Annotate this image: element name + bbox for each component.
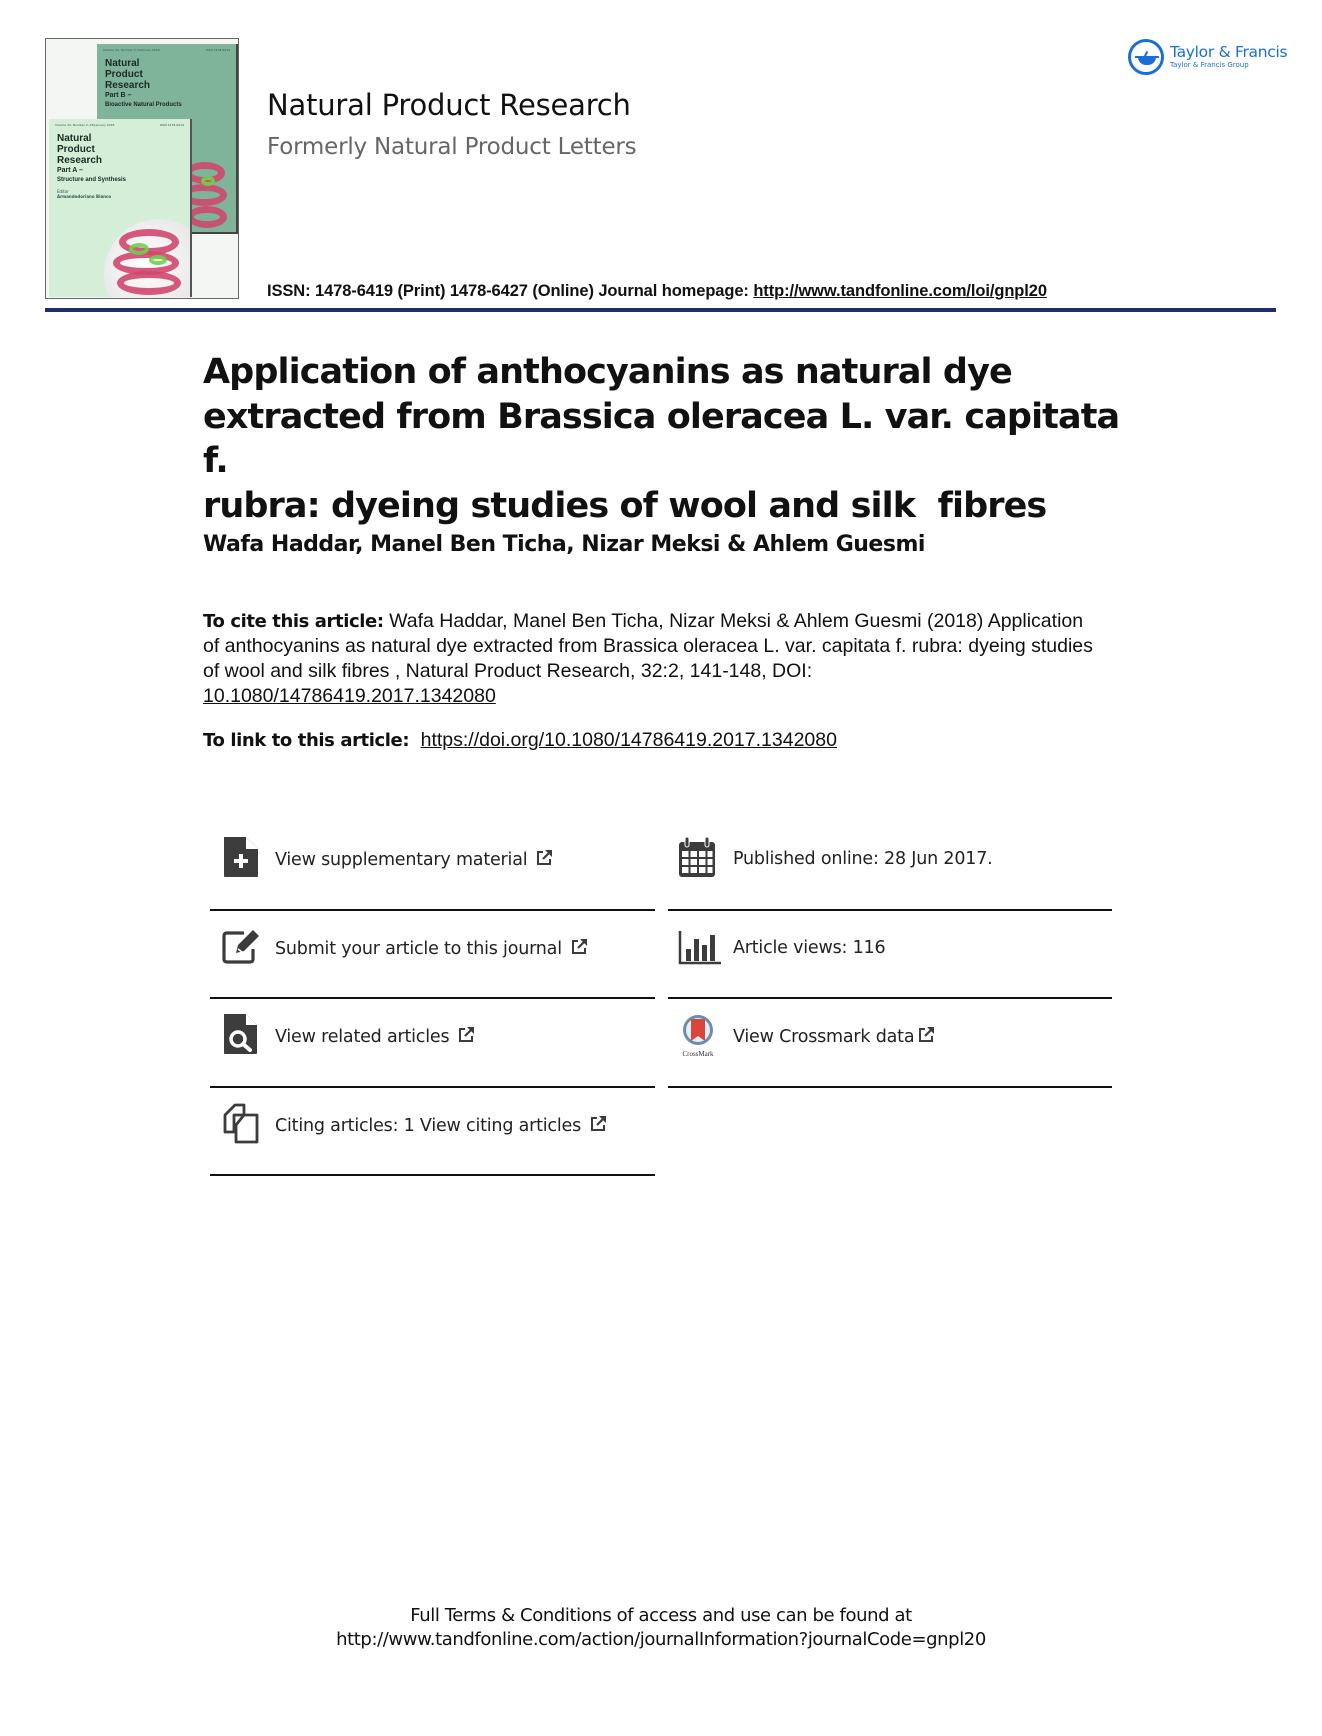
calendar-icon xyxy=(678,836,716,878)
external-link-icon xyxy=(917,1026,935,1044)
cover-b-title: Natural Product Research xyxy=(105,58,151,91)
article-links-right xyxy=(668,822,1112,1088)
cover-a-meta: Volume 32, Number 2, 28 January 2018 xyxy=(55,123,115,127)
cover-a-editor-label: Editor xyxy=(57,189,69,194)
edit-icon xyxy=(222,925,260,967)
file-plus-icon xyxy=(222,836,260,878)
view-crossmark-link[interactable] xyxy=(668,999,1112,1088)
external-link-icon xyxy=(589,1115,607,1133)
crossmark-label: View Crossmark data xyxy=(733,1027,915,1047)
publisher-name: Taylor & Francis xyxy=(1170,43,1288,61)
article-views-label: Article views: 116 xyxy=(733,937,886,958)
crossmark-icon xyxy=(676,1013,720,1059)
citation-block xyxy=(203,609,1103,709)
issn-text: ISSN: 1478-6419 (Print) 1478-6427 (Online) Journal homepage: xyxy=(267,282,754,300)
submit-article-link[interactable] xyxy=(210,911,655,1000)
helix-graphic xyxy=(187,206,227,228)
view-related-articles-link[interactable] xyxy=(210,999,655,1088)
terms-footer xyxy=(0,1604,1322,1652)
cover-b-subtitle: Bioactive Natural Products xyxy=(105,102,182,108)
publisher-group: Taylor & Francis Group xyxy=(1170,61,1249,69)
related-articles-label: View related articles xyxy=(275,1027,450,1047)
cover-a-editor: Armandodoriano Bianco xyxy=(57,194,112,199)
oil-lamp-icon xyxy=(1128,39,1164,75)
submit-article-label: Submit your article to this journal xyxy=(275,938,562,959)
molecule-graphic xyxy=(129,243,149,255)
cover-b-meta: Volume 32, Number 2, February 2018 xyxy=(103,48,160,52)
published-online-label: Published online: 28 Jun 2017. xyxy=(733,849,993,869)
journal-title: Natural Product Research xyxy=(267,88,631,122)
citing-articles-link[interactable] xyxy=(210,1088,655,1177)
article-doi-link[interactable]: https://doi.org/10.1080/14786419.2017.1342080 xyxy=(420,729,837,751)
view-supplementary-material-link[interactable] xyxy=(210,822,655,911)
molecule-graphic xyxy=(149,255,167,265)
molecule-graphic xyxy=(201,176,215,186)
cover-a-part: Part A – xyxy=(57,167,83,174)
cover-a-subtitle: Structure and Synthesis xyxy=(57,177,127,183)
journal-homepage-link[interactable]: http://www.tandfonline.com/loi/gnpl20 xyxy=(753,282,1047,300)
published-online-info xyxy=(668,822,1112,911)
terms-text: Full Terms & Conditions of access and use can be found at xyxy=(410,1605,912,1626)
article-link-line xyxy=(203,729,837,752)
supplementary-label: View supplementary material xyxy=(275,850,528,870)
article-link-label: To link to this article: xyxy=(203,730,410,751)
article-title-line: rubra: dyeing studies of wool and silk fibres xyxy=(203,485,1047,526)
external-link-icon xyxy=(535,849,553,867)
journal-cover-image xyxy=(45,38,239,299)
cover-a-title: Natural Product Research xyxy=(57,133,103,166)
terms-url[interactable]: http://www.tandfonline.com/action/journalInformation?journalCode=gnpl20 xyxy=(336,1629,986,1650)
publisher-logo xyxy=(1128,39,1287,75)
article-title xyxy=(203,350,1133,528)
cover-b-part: Part B – xyxy=(105,92,132,99)
external-link-icon xyxy=(570,938,588,956)
article-links-left xyxy=(210,822,655,1176)
citing-articles-label: Citing articles: 1 View citing articles xyxy=(275,1115,582,1136)
article-title-line: Application of anthocyanins as natural dye xyxy=(203,352,1012,392)
article-views-info xyxy=(668,911,1112,1000)
journal-subtitle: Formerly Natural Product Letters xyxy=(267,134,637,160)
citation-text: Wafa Haddar, Manel Ben Ticha, Nizar Meksi & Ahlem Guesmi (2018) Application of anthocyanins as natural dye extracted from Brassica oleracea L. var. capitata f. rubra: dyeing studies of wool and silk fibres , Natural Product Research, 32:2, 141-148, DOI: xyxy=(203,610,1093,682)
article-authors: Wafa Haddar, Manel Ben Ticha, Nizar Meksi & Ahlem Guesmi xyxy=(203,532,925,557)
helix-graphic xyxy=(117,271,181,295)
svg-text:CrossMark: CrossMark xyxy=(682,1050,714,1058)
external-link-icon xyxy=(457,1026,475,1044)
cover-a-issn: ISSN 1478-6419 xyxy=(159,123,184,127)
citation-label: To cite this article: xyxy=(203,611,384,632)
article-title-line: extracted from Brassica oleracea L. var. capitata f. xyxy=(203,396,1131,481)
copy-files-icon xyxy=(222,1102,260,1144)
header-divider xyxy=(45,308,1276,312)
file-search-icon xyxy=(222,1013,260,1055)
bar-chart-icon xyxy=(678,925,722,967)
citation-doi-link[interactable]: 10.1080/14786419.2017.1342080 xyxy=(203,685,496,707)
cover-b-issn: ISSN 1478-6419 xyxy=(205,48,230,52)
issn-line xyxy=(267,282,1047,301)
cover-part-a xyxy=(49,119,192,297)
